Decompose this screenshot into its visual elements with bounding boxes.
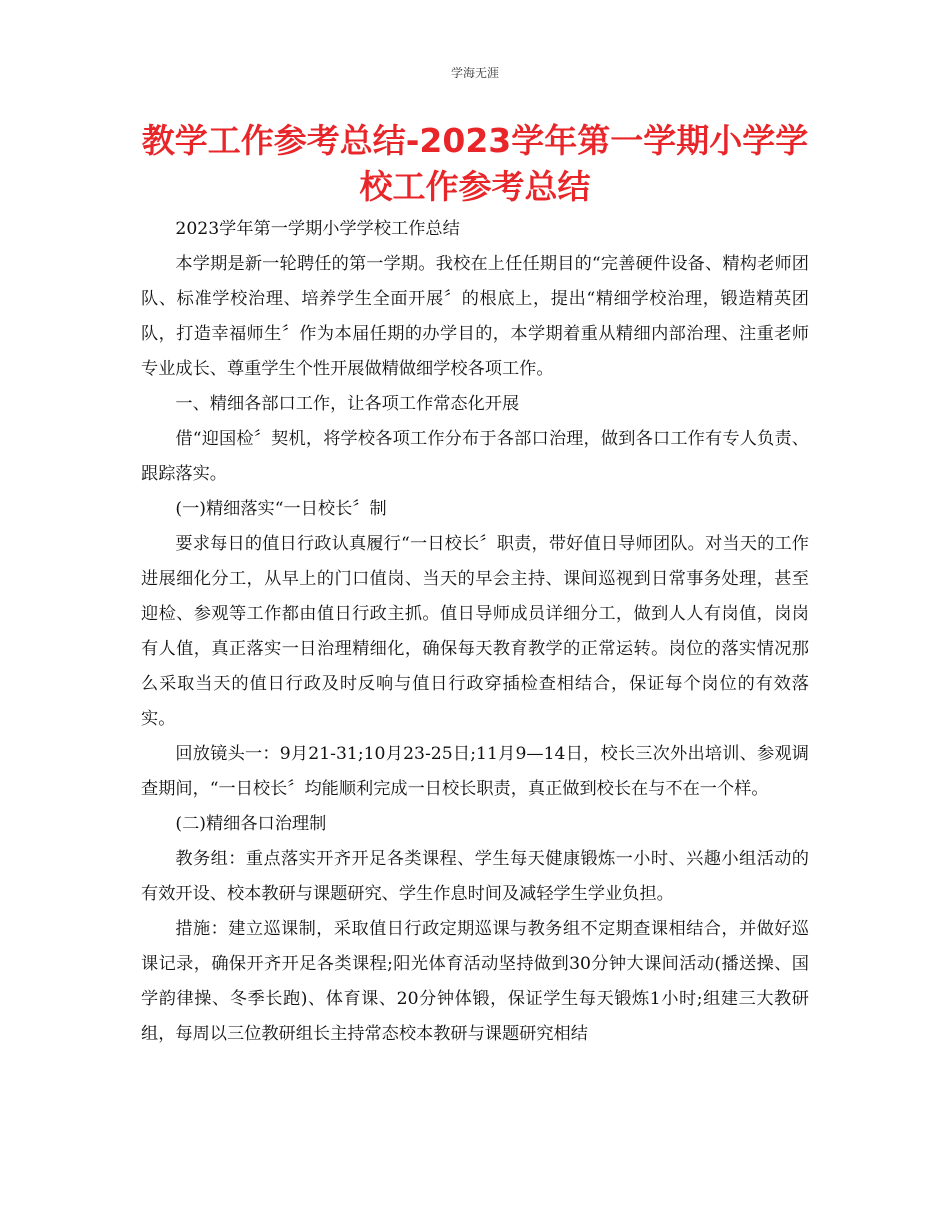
paragraph: 本学期是新一轮聘任的第一学期。我校在上任任期目的“完善硬件设备、精构老师团队、标准学校治理、培养学生全面开展〞的根底上，提出“精细学校治理，锻造精英团队，打造幸福师生〞作为本届任期的办学目的，本学期着重从精细内部治理、注重老师专业成长、尊重学生个性开展做精做细学校各项工作。 (141, 254, 809, 379)
paragraph: 回放镜头一：9月21-31;10月23-25日;11月9—14日，校长三次外出培训、参观调查期间，“一日校长〞均能顺利完成一日校长职责，真正做到校长在与不在一个样。 (141, 744, 809, 799)
section-heading: 一、精细各部口工作，让各项工作常态化开展 (175, 394, 520, 414)
document-body (141, 212, 809, 1052)
subsection-heading: (一)精细落实“一日校长〞制 (175, 499, 387, 519)
header-watermark: 学海无涯 (450, 66, 499, 80)
paragraph: 教务组：重点落实开齐开足各类课程、学生每天健康锻炼一小时、兴趣小组活动的有效开设、校本教研与课题研究、学生作息时间及减轻学生学业负担。 (141, 849, 809, 904)
paragraph-subtitle: 2023学年第一学期小学学校工作总结 (175, 219, 460, 239)
paragraph: 借“迎国检〞契机，将学校各项工作分布于各部口治理，做到各口工作有专人负责、跟踪落实。 (141, 429, 809, 484)
document-title: 教学工作参考总结-2023学年第一学期小学学校工作参考总结 (141, 121, 809, 206)
subsection-heading: (二)精细各口治理制 (175, 814, 327, 834)
paragraph: 要求每日的值日行政认真履行“一日校长〞职责，带好值日导师团队。对当天的工作进展细化分工，从早上的门口值岗、当天的早会主持、课间巡视到日常事务处理，甚至迎检、参观等工作都由值日行政主抓。值日导师成员详细分工，做到人人有岗值，岗岗有人值，真正落实一日治理精细化，确保每天教育教学的正常运转。岗位的落实情况那么采取当天的值日行政及时反响与值日行政穿插检查相结合，保证每个岗位的有效落实。 (141, 534, 809, 729)
paragraph: 措施：建立巡课制，采取值日行政定期巡课与教务组不定期查课相结合，并做好巡课记录，确保开齐开足各类课程;阳光体育活动坚持做到30分钟大课间活动(播送操、国学韵律操、冬季长跑)、体育课、20分钟体锻，保证学生每天锻炼1小时;组建三大教研组，每周以三位教研组长主持常态校本教研与课题研究相结 (141, 919, 809, 1044)
